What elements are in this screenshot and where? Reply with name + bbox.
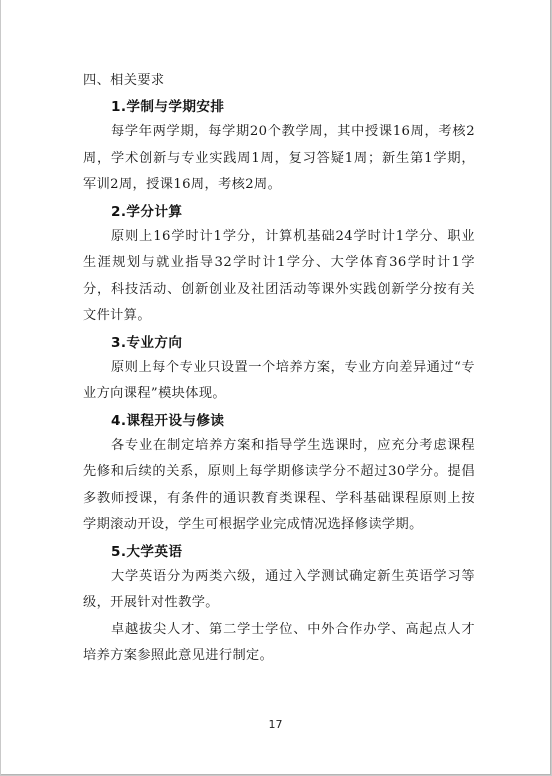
- paragraph-english: 大学英语分为两类六级，通过入学测试确定新生英语学习等级，开展针对性教学。: [83, 568, 475, 610]
- subsection-heading-courses: 4.课程开设与修读: [111, 412, 225, 429]
- section-title: 四、相关要求: [83, 73, 165, 88]
- subsection-heading-credits: 2.学分计算: [111, 203, 183, 220]
- paragraph-credits: 原则上16学时计1学分，计算机基础24学时计1学分、职业生涯规划与就业指导32学时计1学分、大学体育36学时计1学分，科技活动、创新创业及社团活动等课外实践创新学分按有关文件计算。: [83, 228, 475, 323]
- paragraph-courses: 各专业在制定培养方案和指导学生选课时，应充分考虑课程先修和后续的关系，原则上每学期修读学分不超过30学分。提倡多教师授课，有条件的通识教育类课程、学科基础课程原则上按学期滚动开设，学生可根据学业完成情况选择修读学期。: [83, 437, 475, 532]
- subsection-heading-major-direction: 3.专业方向: [111, 334, 183, 351]
- paragraph-major-direction: 原则上每个专业只设置一个培养方案，专业方向差异通过“专业方向课程”模块体现。: [83, 359, 475, 401]
- page-number: 17: [268, 718, 283, 731]
- document-page: [1, 0, 551, 775]
- page-content: [83, 67, 475, 670]
- paragraph-special-programs: 卓越拔尖人才、第二学士学位、中外合作办学、高起点人才培养方案参照此意见进行制定。: [83, 621, 475, 663]
- paragraph-schedule: 每学年两学期，每学期20个教学周，其中授课16周，考核2周，学术创新与专业实践周1周，复习答疑1周；新生第1学期，军训2周，授课16周，考核2周。: [83, 124, 475, 192]
- subsection-heading-schedule: 1.学制与学期安排: [111, 99, 225, 115]
- subsection-heading-english: 5.大学英语: [111, 543, 183, 560]
